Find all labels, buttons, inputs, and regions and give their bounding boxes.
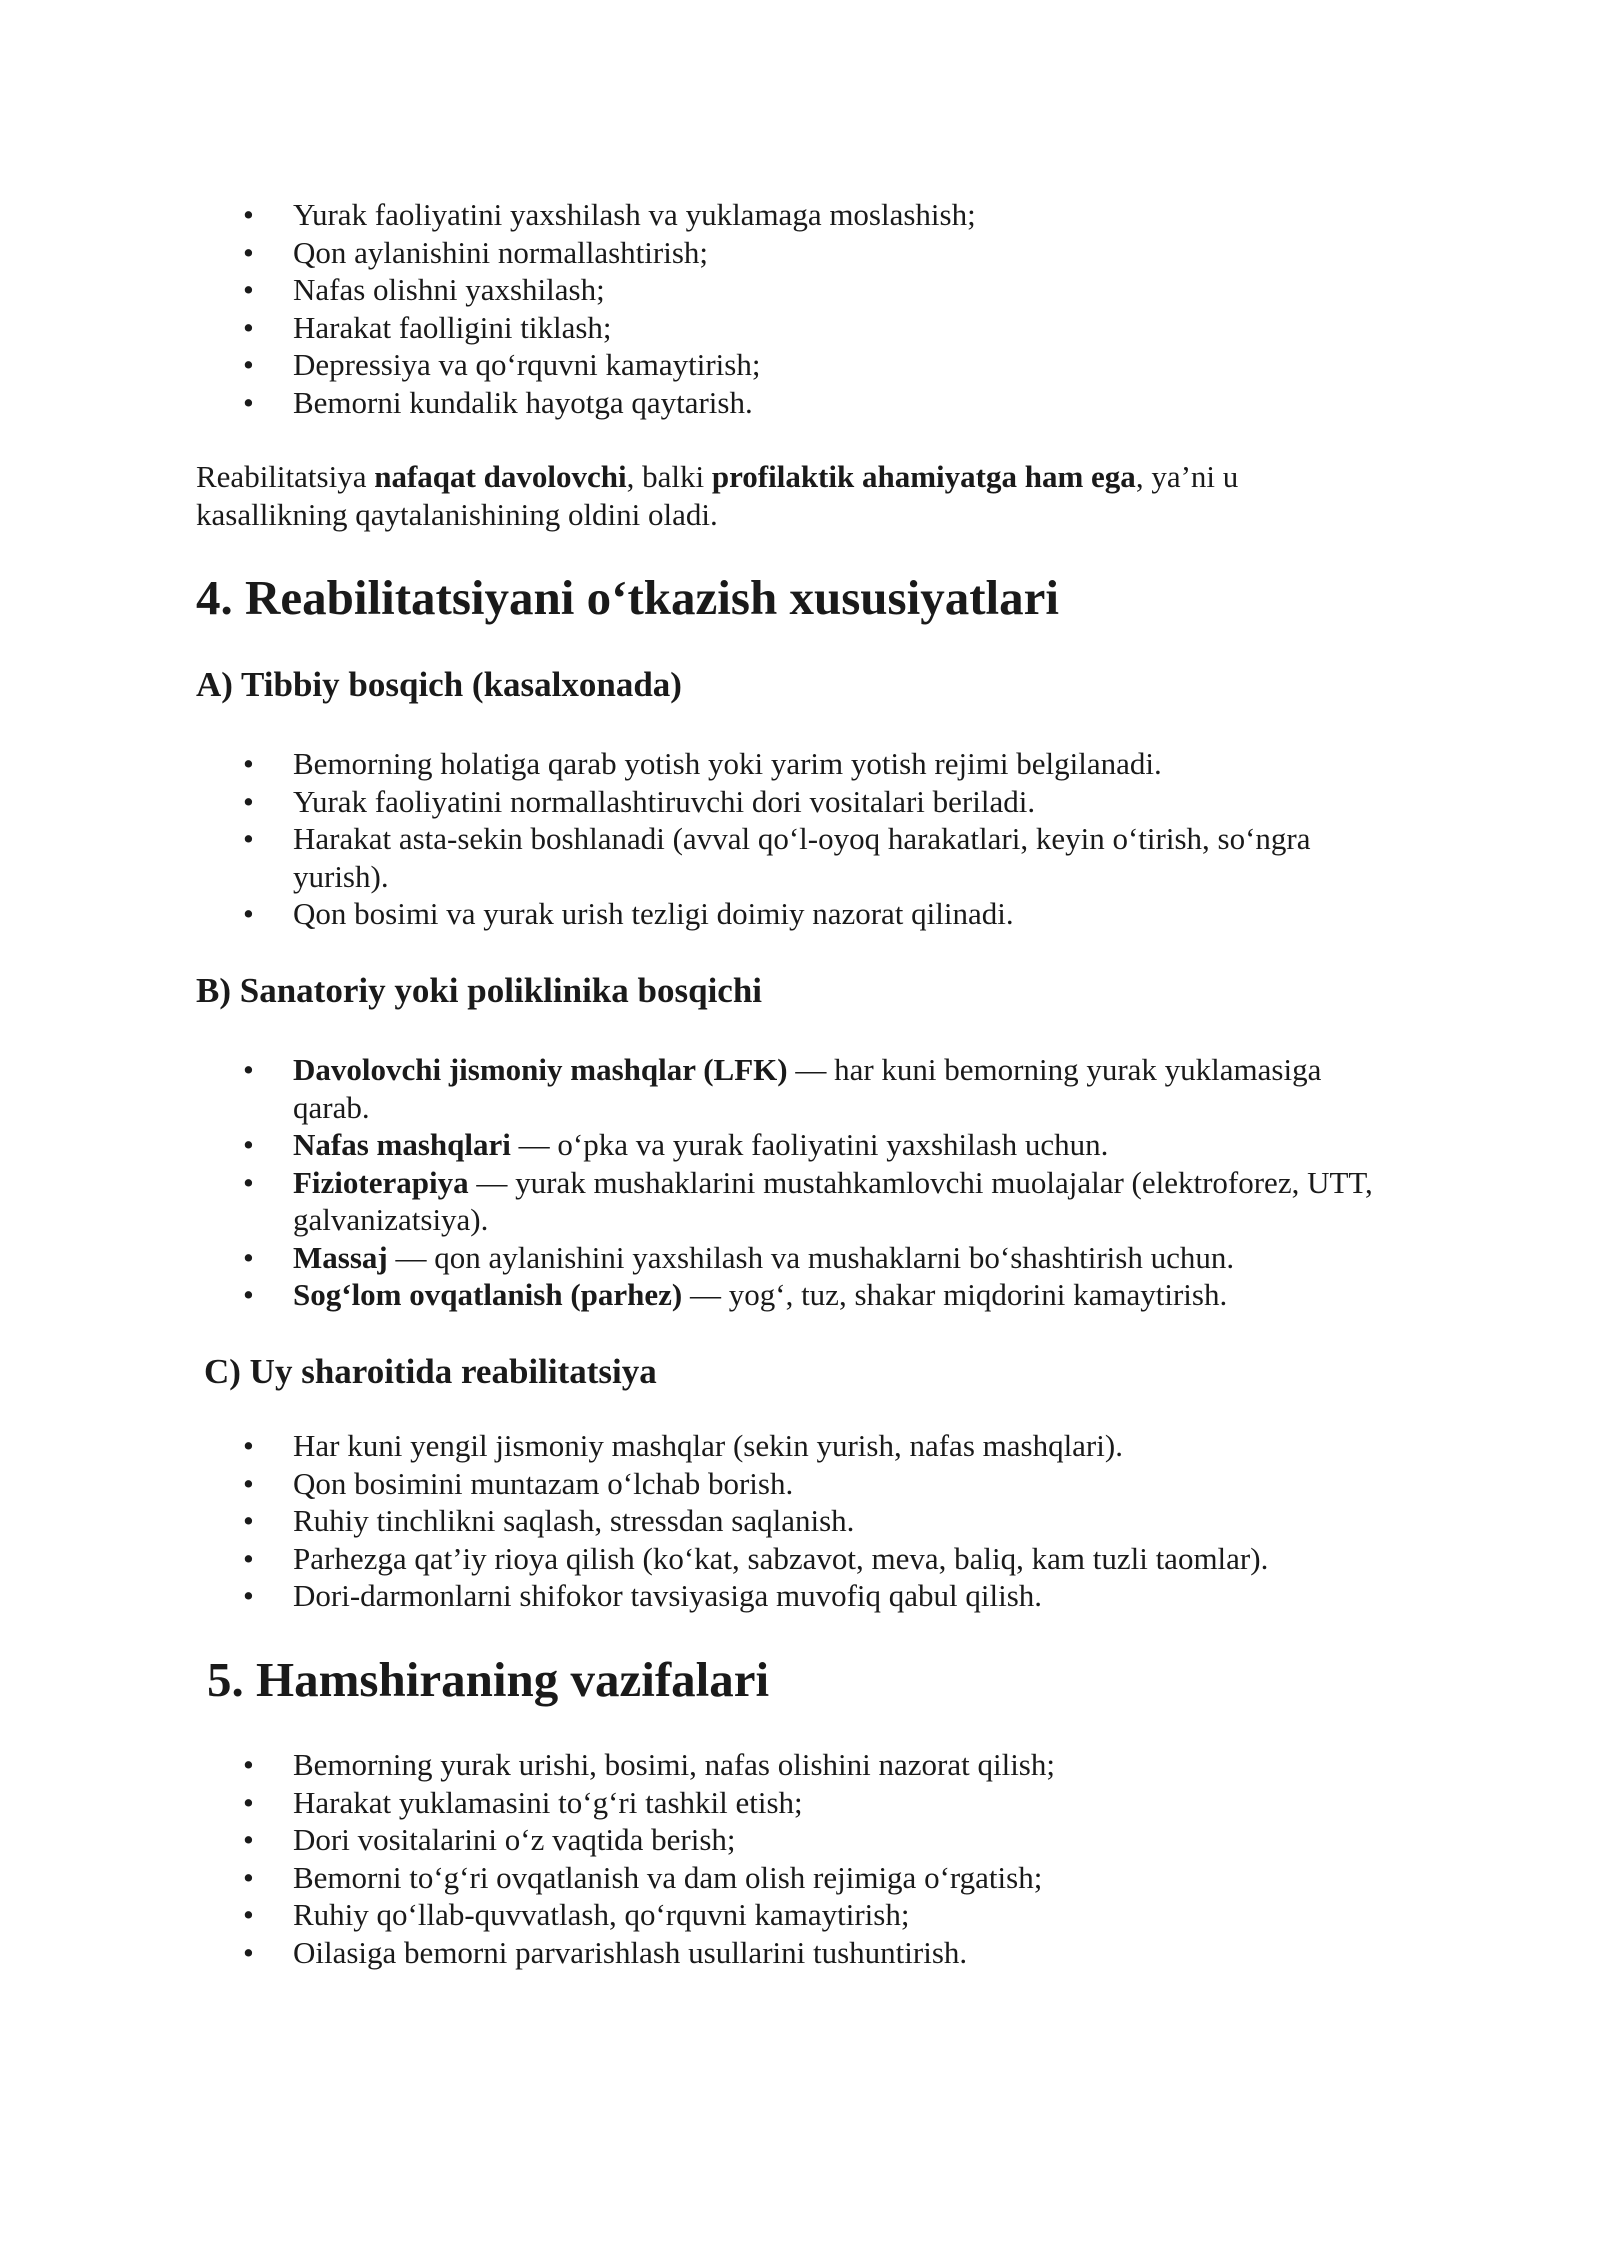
- list-item: • Qon aylanishini normallashtirish;: [0, 234, 1383, 272]
- paragraph-bold-text: profilaktik ahamiyatga ham ega: [711, 459, 1136, 494]
- list-item-desc: — yog‘, tuz, shakar miqdorini kamaytirish.: [682, 1277, 1228, 1312]
- list-item-desc: — yurak mushaklarini mustahkamlovchi muolajalar (elektroforez, UTT, galvanizatsiya).: [293, 1164, 1373, 1237]
- intro-paragraph: [196, 458, 1366, 533]
- section-5-heading: 5. Hamshiraning vazifalari: [207, 1652, 770, 1707]
- list-item-desc: — qon aylanishini yaxshilash va mushaklarni bo‘shashtirish uchun.: [387, 1239, 1235, 1275]
- subsection-c-list: [0, 1427, 1383, 1615]
- list-item-term: Massaj: [293, 1239, 388, 1275]
- section-4-heading: 4. Reabilitatsiyani o‘tkazish xususiyatlari: [196, 570, 1060, 625]
- list-item: [0, 1239, 1383, 1277]
- paragraph-bold-text: nafaqat davolovchi: [374, 459, 627, 494]
- subsection-a-list: [0, 745, 1383, 933]
- list-item: • Depressiya va qo‘rquvni kamaytirish;: [0, 346, 1383, 384]
- list-item-term: Fizioterapiya: [293, 1164, 469, 1200]
- nurse-duties-list: [0, 1746, 1383, 1971]
- list-item: [0, 1276, 1383, 1314]
- list-item-term: Sog‘lom ovqatlanish (parhez): [293, 1277, 683, 1312]
- list-item: • Oilasiga bemorni parvarishlash usullarini tushuntirish.: [0, 1934, 1383, 1972]
- list-item: • Dori vositalarini o‘z vaqtida berish;: [0, 1821, 1383, 1859]
- list-item-desc: — har kuni bemorning yurak yuklamasiga qarab.: [293, 1052, 1322, 1125]
- subsection-b-heading: B) Sanatoriy yoki poliklinika bosqichi: [196, 971, 763, 1010]
- list-item-term: Davolovchi jismoniy mashqlar (LFK): [293, 1052, 788, 1087]
- list-item: [0, 1051, 1383, 1126]
- list-item: • Bemorning holatiga qarab yotish yoki yarim yotish rejimi belgilanadi.: [0, 745, 1383, 783]
- list-item: [0, 1126, 1383, 1164]
- list-item: [0, 1164, 1383, 1239]
- goals-list: [0, 196, 1383, 421]
- list-item-term: Nafas mashqlari: [293, 1127, 511, 1162]
- list-item: • Yurak faoliyatini normallashtiruvchi dori vositalari beriladi.: [0, 783, 1383, 821]
- subsection-c-heading: C) Uy sharoitida reabilitatsiya: [204, 1352, 657, 1391]
- list-item: • Bemorni kundalik hayotga qaytarish.: [0, 384, 1383, 422]
- list-item: • Qon bosimini muntazam o‘lchab borish.: [0, 1465, 1383, 1503]
- list-item: • Bemorning yurak urishi, bosimi, nafas olishini nazorat qilish;: [0, 1746, 1383, 1784]
- list-item: • Har kuni yengil jismoniy mashqlar (sekin yurish, nafas mashqlari).: [0, 1427, 1383, 1465]
- subsection-a-heading: A) Tibbiy bosqich (kasalxonada): [196, 665, 682, 704]
- list-item: • Ruhiy tinchlikni saqlash, stressdan saqlanish.: [0, 1502, 1383, 1540]
- list-item: • Parhezga qat’iy rioya qilish (ko‘kat, sabzavot, meva, baliq, kam tuzli taomlar).: [0, 1540, 1383, 1578]
- list-item: • Dori-darmonlarni shifokor tavsiyasiga muvofiq qabul qilish.: [0, 1577, 1383, 1615]
- list-item: • Ruhiy qo‘llab-quvvatlash, qo‘rquvni kamaytirish;: [0, 1896, 1383, 1934]
- list-item: • Harakat asta-sekin boshlanadi (avval qo‘l-oyoq harakatlari, keyin o‘tirish, so‘ngra yurish).: [0, 820, 1383, 895]
- list-item: • Harakat faolligini tiklash;: [0, 309, 1383, 347]
- subsection-b-list: [0, 1051, 1383, 1314]
- list-item: • Nafas olishni yaxshilash;: [0, 271, 1383, 309]
- list-item-desc: — o‘pka va yurak faoliyatini yaxshilash uchun.: [510, 1127, 1109, 1162]
- list-item: • Bemorni to‘g‘ri ovqatlanish va dam olish rejimiga o‘rgatish;: [0, 1859, 1383, 1897]
- list-item: • Harakat yuklamasini to‘g‘ri tashkil etish;: [0, 1784, 1383, 1822]
- list-item: • Yurak faoliyatini yaxshilash va yuklamaga moslashish;: [0, 196, 1383, 234]
- paragraph-text: , balki: [626, 459, 712, 494]
- list-item: • Qon bosimi va yurak urish tezligi doimiy nazorat qilinadi.: [0, 895, 1383, 933]
- paragraph-text: Reabilitatsiya: [196, 459, 375, 494]
- paragraph-text: , ya’ni u kasallikning qaytalanishining oldini oladi.: [196, 459, 1239, 532]
